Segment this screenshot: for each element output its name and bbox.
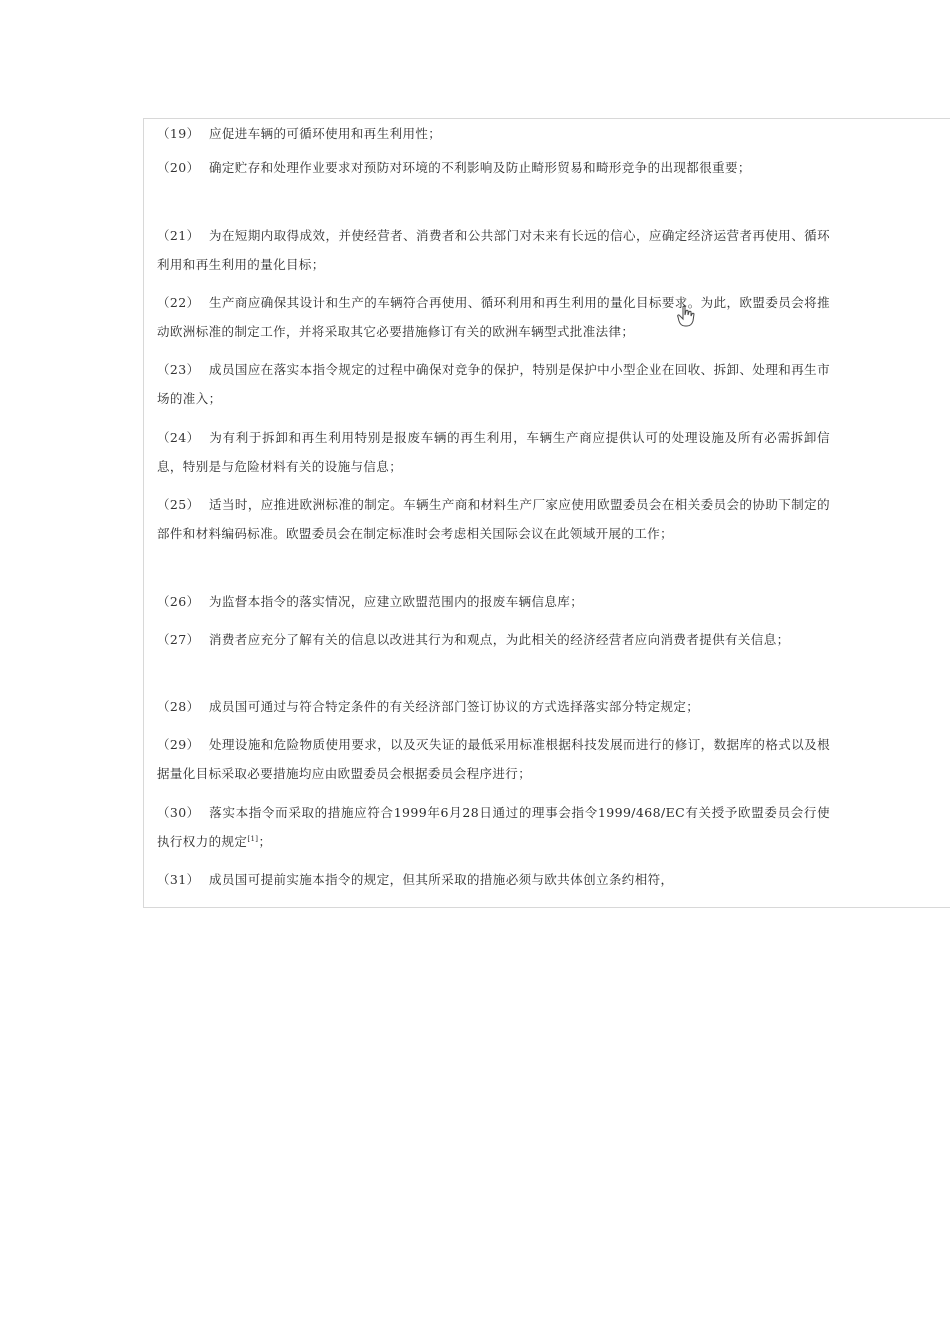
paragraph-number: （21） (157, 228, 200, 243)
paragraph-text: 为有利于拆卸和再生利用特别是报废车辆的再生利用，车辆生产商应提供认可的处理设施及所有必需拆卸信息，特别是与危险材料有关的设施与信息； (157, 430, 830, 474)
paragraph-22 (157, 288, 830, 346)
paragraph-text: 落实本指令而采取的措施应符合1999年6月28日通过的理事会指令1999/468/EC有关授予欧盟委员会行使执行权力的规定 (157, 805, 830, 849)
paragraph-23 (157, 355, 830, 413)
hand-cursor-icon (677, 305, 695, 327)
paragraph-number: （23） (157, 362, 200, 377)
paragraph-number: （26） (157, 594, 200, 609)
paragraph-text: 为监督本指令的落实情况，应建立欧盟范围内的报废车辆信息库； (209, 594, 584, 609)
paragraph-30 (157, 798, 830, 856)
paragraph-text: 适当时，应推进欧洲标准的制定。车辆生产商和材料生产厂家应使用欧盟委员会在相关委员会的协助下制定的部件和材料编码标准。欧盟委员会在制定标准时会考虑相关国际会议在此领域开展的工作； (157, 497, 830, 541)
paragraph-text: 成员国应在落实本指令规定的过程中确保对竞争的保护，特别是保护中小型企业在回收、拆卸、处理和再生市场的准入； (157, 362, 830, 406)
paragraph-number: （19） (157, 126, 200, 141)
paragraph-text: 生产商应确保其设计和生产的车辆符合再使用、循环利用和再生利用的量化目标要求。为此，欧盟委员会将推动欧洲标准的制定工作，并将采取其它必要措施修订有关的欧洲车辆型式批准法律； (157, 295, 830, 339)
paragraph-number: （24） (157, 430, 200, 445)
paragraph-number: （27） (157, 632, 200, 647)
paragraph-text: 成员国可提前实施本指令的规定，但其所采取的措施必须与欧共体创立条约相符， (209, 872, 674, 887)
paragraph-number: （20） (157, 160, 200, 175)
paragraph-24 (157, 423, 830, 481)
paragraph-text: 处理设施和危险物质使用要求，以及灭失证的最低采用标准根据科技发展而进行的修订，数据库的格式以及根据量化目标采取必要措施均应由欧盟委员会根据委员会程序进行； (157, 737, 830, 781)
paragraph-text: 消费者应充分了解有关的信息以改进其行为和观点，为此相关的经济经营者应向消费者提供有关信息； (209, 632, 790, 647)
paragraph-number: （30） (157, 805, 200, 820)
paragraph-number: （28） (157, 699, 200, 714)
paragraph-number: （29） (157, 737, 200, 752)
paragraph-number: （25） (157, 497, 200, 512)
paragraph-29 (157, 730, 830, 788)
footnote-marker[interactable]: [1] (247, 834, 259, 843)
paragraph-20 (157, 153, 830, 182)
paragraph-27 (157, 625, 830, 654)
paragraph-text: 应促进车辆的可循环使用和再生利用性； (209, 126, 442, 141)
paragraph-text: 确定贮存和处理作业要求对预防对环境的不利影响及防止畸形贸易和畸形竞争的出现都很重要； (209, 160, 751, 175)
paragraph-28 (157, 692, 830, 721)
paragraph-26 (157, 587, 830, 616)
paragraph-31 (157, 865, 830, 894)
paragraph-number: （22） (157, 295, 200, 310)
document-page (143, 118, 950, 908)
paragraph-21 (157, 221, 830, 279)
paragraph-19 (157, 119, 830, 148)
paragraph-text: 成员国可通过与符合特定条件的有关经济部门签订协议的方式选择落实部分特定规定； (209, 699, 700, 714)
paragraph-25 (157, 490, 830, 548)
paragraph-number: （31） (157, 872, 200, 887)
paragraph-tail: ； (258, 834, 272, 849)
paragraph-text: 为在短期内取得成效，并使经营者、消费者和公共部门对未来有长远的信心，应确定经济运营者再使用、循环利用和再生利用的量化目标； (157, 228, 830, 272)
